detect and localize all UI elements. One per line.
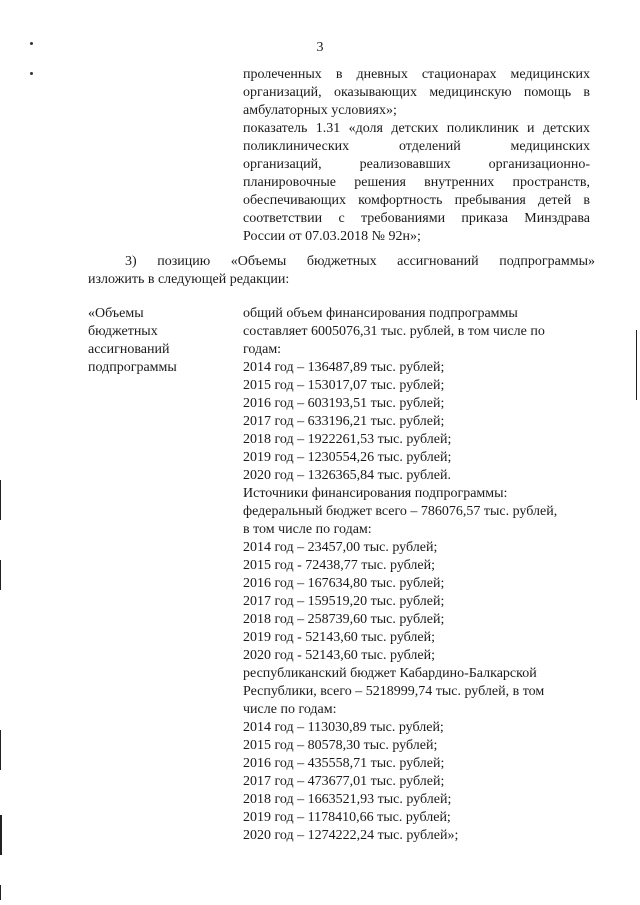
content-line: 2015 год – 80578,30 тыс. рублей; xyxy=(243,738,438,753)
content-line: 2016 год – 603193,51 тыс. рублей; xyxy=(243,396,445,411)
content-line: в том числе по годам: xyxy=(243,522,372,537)
text-line: поликлинических отделений медицинских xyxy=(243,139,590,154)
content-line: 2020 год – 1274222,24 тыс. рублей»; xyxy=(243,828,459,843)
scan-dot xyxy=(30,42,33,45)
text-line: организаций, оказывающих медицинскую помощь в xyxy=(243,85,590,100)
text-line: России от 07.03.2018 № 92н»; xyxy=(243,229,421,244)
text-line: изложить в следующей редакции: xyxy=(88,272,290,287)
scan-edge-mark xyxy=(636,330,637,400)
text-line: показатель 1.31 «доля детских поликлиник и детских xyxy=(243,121,590,136)
content-line: общий объем финансирования подпрограммы xyxy=(243,306,518,321)
text-line: соответствии с требованиями приказа Минздрава xyxy=(243,211,590,226)
content-line: 2019 год – 1230554,26 тыс. рублей; xyxy=(243,450,452,465)
content-line: 2020 год – 1326365,84 тыс. рублей. xyxy=(243,468,451,483)
label-line: бюджетных xyxy=(88,324,158,339)
content-line: 2015 год - 72438,77 тыс. рублей; xyxy=(243,558,436,573)
content-line: 2018 год – 258739,60 тыс. рублей; xyxy=(243,612,445,627)
content-line: республиканский бюджет Кабардино-Балкарской xyxy=(243,666,537,681)
content-line: 2018 год – 1922261,53 тыс. рублей; xyxy=(243,432,452,447)
content-line: 2020 год - 52143,60 тыс. рублей; xyxy=(243,648,436,663)
scan-edge-mark xyxy=(0,885,1,900)
label-line: ассигнований xyxy=(88,342,170,357)
text-line: пролеченных в дневных стационарах медицинских xyxy=(243,67,590,82)
content-line: 2015 год – 153017,07 тыс. рублей; xyxy=(243,378,445,393)
scan-edge-mark xyxy=(0,480,1,520)
content-line: 2016 год – 435558,71 тыс. рублей; xyxy=(243,756,445,771)
content-line: 2019 год – 1178410,66 тыс. рублей; xyxy=(243,810,451,825)
content-line: 2014 год – 23457,00 тыс. рублей; xyxy=(243,540,438,555)
text-line: обеспечивающих комфортность пребывания детей в xyxy=(243,193,590,208)
content-line: 2017 год – 159519,20 тыс. рублей; xyxy=(243,594,445,609)
text-line: амбулаторных условиях»; xyxy=(243,103,397,118)
content-line: 2014 год – 113030,89 тыс. рублей; xyxy=(243,720,444,735)
content-line: составляет 6005076,31 тыс. рублей, в том числе по xyxy=(243,324,545,339)
text-line: планировочные решения внутренних пространств, xyxy=(243,175,590,190)
label-line: подпрограммы xyxy=(88,360,177,375)
text-line: организаций, реализовавших организационно- xyxy=(243,157,590,172)
content-line: Республики, всего – 5218999,74 тыс. рублей, в том xyxy=(243,684,545,699)
content-line: годам: xyxy=(243,342,282,357)
text-line: 3) позицию «Объемы бюджетных ассигнований подпрограммы» xyxy=(125,254,595,269)
scan-edge-mark xyxy=(0,730,1,770)
content-line: 2014 год – 136487,89 тыс. рублей; xyxy=(243,360,445,375)
content-line: 2016 год – 167634,80 тыс. рублей; xyxy=(243,576,445,591)
page-number: 3 xyxy=(316,40,324,55)
content-line: 2017 год – 633196,21 тыс. рублей; xyxy=(243,414,445,429)
content-line: Источники финансирования подпрограммы: xyxy=(243,486,508,501)
content-line: 2019 год - 52143,60 тыс. рублей; xyxy=(243,630,436,645)
content-line: числе по годам: xyxy=(243,702,337,717)
scan-dot xyxy=(30,72,33,75)
content-line: федеральный бюджет всего – 786076,57 тыс. рублей, xyxy=(243,504,558,519)
content-line: 2017 год – 473677,01 тыс. рублей; xyxy=(243,774,445,789)
scan-edge-mark xyxy=(0,815,2,855)
scan-edge-mark xyxy=(0,560,1,590)
label-line: «Объемы xyxy=(88,306,144,321)
content-line: 2018 год – 1663521,93 тыс. рублей; xyxy=(243,792,452,807)
